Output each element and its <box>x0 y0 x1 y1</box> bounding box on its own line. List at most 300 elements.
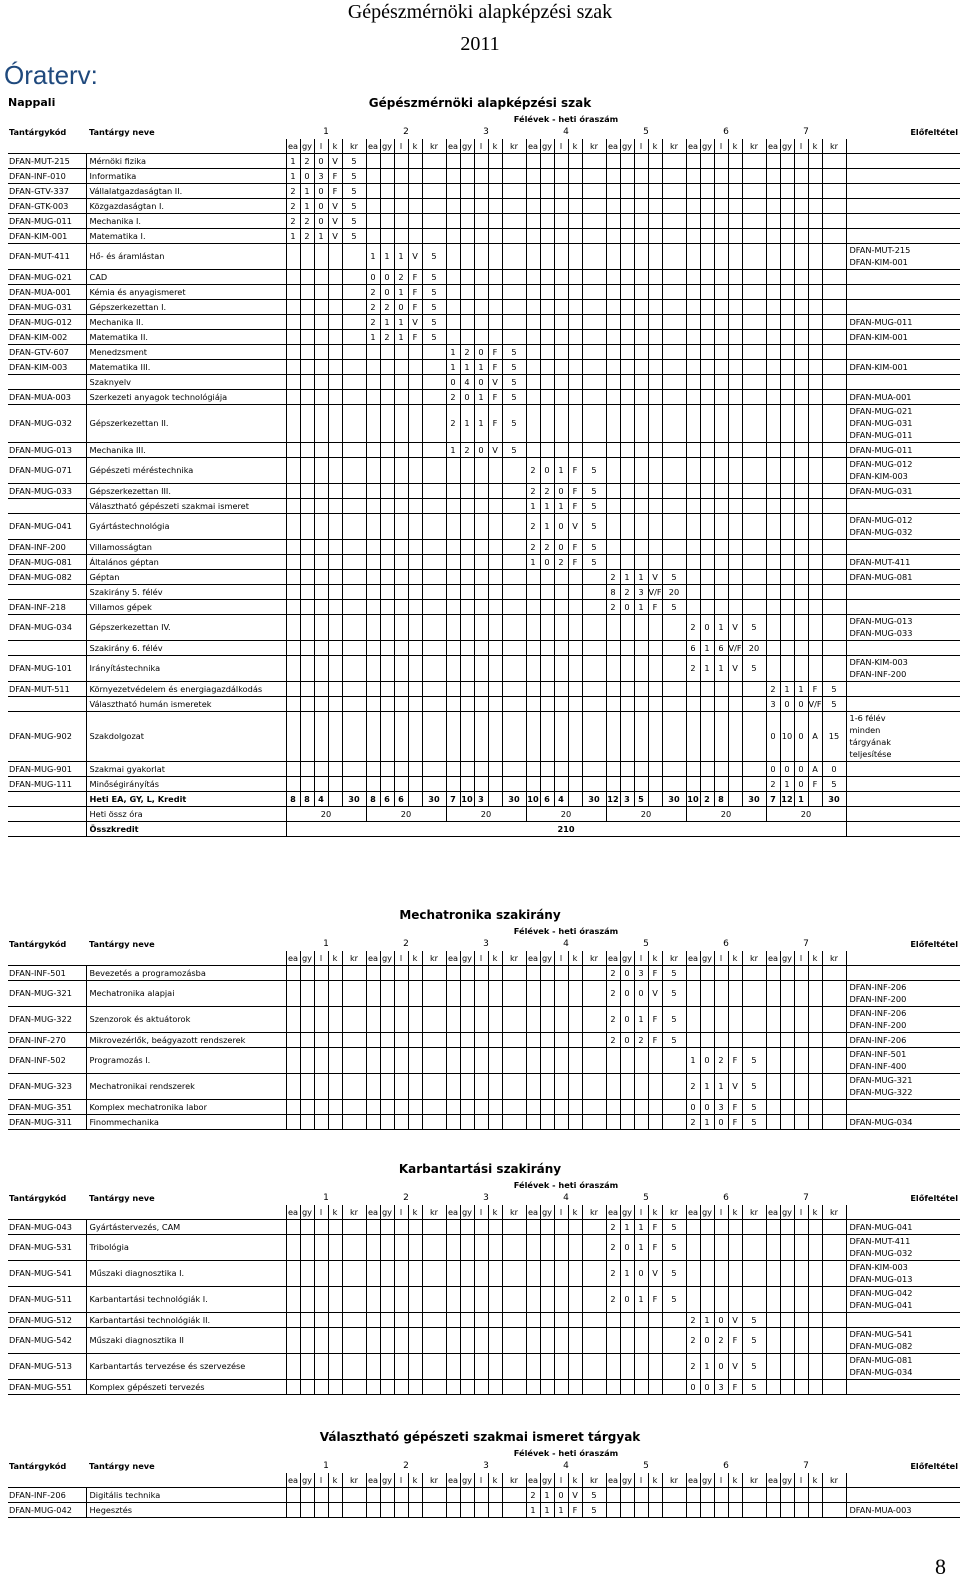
cell <box>286 980 300 1006</box>
hour-value: 1 <box>394 329 408 344</box>
table-row <box>8 1487 960 1502</box>
total-value: 8 <box>366 791 380 806</box>
cell <box>822 1047 846 1073</box>
cell <box>526 1286 540 1312</box>
cell <box>380 344 394 359</box>
hour-value: 1 <box>554 457 568 483</box>
cell <box>488 1099 502 1114</box>
sub-header: kr <box>822 1473 846 1487</box>
hour-value: 1 <box>540 513 554 539</box>
cell <box>686 569 700 584</box>
course-code: DFAN-INF-010 <box>8 168 86 183</box>
cell <box>328 498 342 513</box>
cell <box>620 374 634 389</box>
cell <box>488 1327 502 1353</box>
cell <box>634 513 648 539</box>
cell <box>526 344 540 359</box>
cell <box>554 183 568 198</box>
course-name: Géptan <box>86 569 286 584</box>
cell <box>488 761 502 776</box>
cell <box>342 1032 366 1047</box>
prereq-cell <box>846 1219 960 1234</box>
cell <box>526 1047 540 1073</box>
cell <box>8 806 86 821</box>
cell <box>808 1353 822 1379</box>
cell <box>488 1073 502 1099</box>
cell <box>460 243 474 269</box>
cell <box>808 1047 822 1073</box>
cell <box>620 153 634 168</box>
cell <box>380 539 394 554</box>
cell <box>460 696 474 711</box>
cell <box>554 314 568 329</box>
cell <box>554 640 568 655</box>
course-code: DFAN-MUG-041 <box>8 513 86 539</box>
semester-number: 3 <box>483 1461 489 1471</box>
cell <box>700 329 714 344</box>
cell <box>460 539 474 554</box>
cell <box>728 554 742 569</box>
hour-value: 1 <box>380 243 394 269</box>
hour-value: 5 <box>822 696 846 711</box>
cell <box>526 442 540 457</box>
sub-header: gy <box>380 1473 394 1487</box>
sub-header: k <box>568 951 582 965</box>
cell <box>794 269 808 284</box>
cell <box>394 1379 408 1394</box>
cell <box>568 404 582 442</box>
cell <box>394 1312 408 1327</box>
hour-value: 1 <box>474 389 488 404</box>
course-name: Szakmai gyakorlat <box>86 761 286 776</box>
sub-header: ea <box>686 1205 700 1219</box>
cell <box>582 569 606 584</box>
hour-value: 1 <box>700 1073 714 1099</box>
sub-header: l <box>394 951 408 965</box>
hour-value: 0 <box>794 696 808 711</box>
hour-value: 5 <box>502 374 526 389</box>
prereq-cell <box>846 965 960 980</box>
cell <box>86 112 286 125</box>
cell <box>662 183 686 198</box>
prereq-cell <box>846 776 960 791</box>
cell <box>342 498 366 513</box>
cell <box>714 1487 728 1502</box>
hour-value: V <box>488 374 502 389</box>
cell <box>488 284 502 299</box>
cell <box>394 1502 408 1517</box>
cell <box>662 153 686 168</box>
hour-value: F <box>568 457 582 483</box>
hour-value: 5 <box>582 1502 606 1517</box>
hour-value: 0 <box>314 198 328 213</box>
total-value <box>568 791 582 806</box>
cell <box>422 640 446 655</box>
table-row <box>8 374 960 389</box>
cell <box>822 1006 846 1032</box>
cell <box>314 554 328 569</box>
cell <box>342 711 366 761</box>
cell <box>422 457 446 483</box>
cell <box>446 614 460 640</box>
cell <box>728 442 742 457</box>
total-value: 7 <box>446 791 460 806</box>
cell <box>502 539 526 554</box>
hour-value: 2 <box>714 1047 728 1073</box>
cell <box>554 153 568 168</box>
cell <box>474 1073 488 1099</box>
hour-value: F <box>648 599 662 614</box>
cell <box>474 153 488 168</box>
hour-value: 1 <box>714 655 728 681</box>
sub-header: l <box>714 1473 728 1487</box>
cell <box>606 314 620 329</box>
hour-value: 2 <box>526 483 540 498</box>
cell <box>714 344 728 359</box>
cell <box>474 584 488 599</box>
total-value <box>648 791 662 806</box>
cell <box>742 183 766 198</box>
section-title: Karbantartási szakirány <box>398 1162 562 1176</box>
cell <box>408 442 422 457</box>
cell <box>686 344 700 359</box>
cell <box>808 168 822 183</box>
course-code: DFAN-MUG-901 <box>8 761 86 776</box>
cell <box>86 1178 286 1191</box>
cell <box>300 1047 314 1073</box>
cell <box>342 1327 366 1353</box>
cell <box>606 498 620 513</box>
hour-value: 5 <box>422 243 446 269</box>
cell <box>314 569 328 584</box>
cell <box>408 374 422 389</box>
cell <box>408 183 422 198</box>
cell <box>620 344 634 359</box>
cell <box>822 569 846 584</box>
cell <box>314 442 328 457</box>
cell <box>488 213 502 228</box>
cell <box>286 776 300 791</box>
cell <box>620 243 634 269</box>
semester-number: 7 <box>803 939 809 949</box>
cell <box>582 681 606 696</box>
hour-value: F <box>648 1006 662 1032</box>
course-code: DFAN-MUG-551 <box>8 1379 86 1394</box>
hour-value: F <box>728 1379 742 1394</box>
course-code: DFAN-MUA-001 <box>8 284 86 299</box>
hour-value: 1 <box>300 198 314 213</box>
course-code: DFAN-KIM-001 <box>8 228 86 243</box>
weekly-hours-value: 20 <box>286 806 366 821</box>
cell <box>408 513 422 539</box>
sub-header: ea <box>526 951 540 965</box>
cell <box>582 168 606 183</box>
total-value: 10 <box>460 791 474 806</box>
cell <box>554 965 568 980</box>
cell <box>766 389 780 404</box>
cell <box>366 1219 380 1234</box>
cell <box>620 299 634 314</box>
prereq-cell <box>846 614 960 640</box>
cell <box>286 457 300 483</box>
hour-value: 1 <box>526 1502 540 1517</box>
cell <box>794 359 808 374</box>
cell <box>822 314 846 329</box>
cell <box>380 404 394 442</box>
cell <box>714 1502 728 1517</box>
cell <box>662 389 686 404</box>
cell <box>366 980 380 1006</box>
semester-number: 6 <box>723 127 729 137</box>
hour-value: 0 <box>620 1032 634 1047</box>
hour-value: 2 <box>606 1234 620 1260</box>
cell <box>8 1178 86 1191</box>
cell <box>380 1073 394 1099</box>
cell <box>342 1099 366 1114</box>
cell <box>8 1205 86 1219</box>
cell <box>568 269 582 284</box>
cell <box>728 374 742 389</box>
cell <box>540 269 554 284</box>
cell <box>794 168 808 183</box>
cell <box>554 1073 568 1099</box>
cell <box>648 284 662 299</box>
cell <box>366 1353 380 1379</box>
sub-header: gy <box>700 1473 714 1487</box>
cell <box>488 655 502 681</box>
cell <box>766 554 780 569</box>
cell <box>394 1260 408 1286</box>
total-value: 8 <box>300 791 314 806</box>
sub-header: ea <box>526 1205 540 1219</box>
sub-header: l <box>794 139 808 153</box>
cell <box>700 761 714 776</box>
cell <box>808 314 822 329</box>
sub-header: kr <box>742 951 766 965</box>
sub-header: l <box>714 139 728 153</box>
cell <box>554 980 568 1006</box>
cell <box>606 776 620 791</box>
cell <box>286 314 300 329</box>
cell <box>780 168 794 183</box>
cell <box>488 696 502 711</box>
cell <box>526 965 540 980</box>
cell <box>526 1099 540 1114</box>
hour-value: 0 <box>554 483 568 498</box>
cell <box>86 924 286 937</box>
cell <box>342 1312 366 1327</box>
cell <box>780 359 794 374</box>
cell <box>422 1286 446 1312</box>
course-name: Mikrovezérlők, beágyazott rendszerek <box>86 1032 286 1047</box>
cell <box>582 269 606 284</box>
cell <box>366 198 380 213</box>
cell <box>728 213 742 228</box>
cell <box>460 980 474 1006</box>
cell <box>794 655 808 681</box>
cell <box>846 951 960 965</box>
cell <box>742 269 766 284</box>
cell <box>822 228 846 243</box>
prereq-cell <box>846 1099 960 1114</box>
sub-header: k <box>648 1205 662 1219</box>
sub-header: k <box>568 139 582 153</box>
prereq-item: DFAN-KIM-003 <box>849 471 908 481</box>
cell <box>502 1353 526 1379</box>
hour-value: 2 <box>606 965 620 980</box>
cell <box>846 1178 960 1191</box>
cell <box>286 483 300 498</box>
cell <box>502 198 526 213</box>
hour-value: 5 <box>422 284 446 299</box>
cell <box>714 314 728 329</box>
sub-header: l <box>394 1205 408 1219</box>
cell <box>568 374 582 389</box>
cell <box>714 168 728 183</box>
hour-value: 0 <box>620 1286 634 1312</box>
cell <box>328 599 342 614</box>
cell <box>714 213 728 228</box>
cell <box>342 614 366 640</box>
cell <box>648 442 662 457</box>
cell <box>328 243 342 269</box>
cell <box>780 284 794 299</box>
cell <box>794 1032 808 1047</box>
hour-value: 1 <box>474 404 488 442</box>
cell <box>408 483 422 498</box>
cell <box>342 269 366 284</box>
table-row <box>8 1006 960 1032</box>
cell <box>700 299 714 314</box>
cell <box>540 1260 554 1286</box>
cell <box>86 1205 286 1219</box>
cell <box>422 1099 446 1114</box>
cell <box>366 498 380 513</box>
cell <box>314 681 328 696</box>
cell <box>780 389 794 404</box>
cell <box>582 359 606 374</box>
course-name: Komplex mechatronika labor <box>86 1099 286 1114</box>
cell <box>780 1073 794 1099</box>
cell <box>554 1032 568 1047</box>
prereq-item: DFAN-KIM-001 <box>849 331 908 342</box>
sub-header: ea <box>446 1473 460 1487</box>
hour-value: 1 <box>634 599 648 614</box>
cell <box>488 1006 502 1032</box>
cell <box>394 1114 408 1129</box>
cell <box>568 711 582 761</box>
cell <box>794 513 808 539</box>
cell <box>502 681 526 696</box>
cell <box>780 404 794 442</box>
cell <box>822 359 846 374</box>
cell <box>342 539 366 554</box>
cell <box>554 374 568 389</box>
cell <box>742 569 766 584</box>
cell <box>328 1006 342 1032</box>
cell <box>526 228 540 243</box>
hour-value: 2 <box>766 776 780 791</box>
prereq-item: DFAN-INF-200 <box>849 994 907 1004</box>
cell <box>554 599 568 614</box>
cell <box>648 344 662 359</box>
cell <box>808 404 822 442</box>
cell <box>300 389 314 404</box>
table-row <box>8 1286 960 1312</box>
cell <box>808 284 822 299</box>
sub-header: gy <box>460 951 474 965</box>
cell <box>808 599 822 614</box>
cell <box>780 1234 794 1260</box>
cell <box>554 681 568 696</box>
cell <box>662 1487 686 1502</box>
hour-value: 5 <box>662 1032 686 1047</box>
cell <box>766 284 780 299</box>
cell <box>606 442 620 457</box>
cell <box>686 457 700 483</box>
cell <box>808 329 822 344</box>
cell <box>526 1260 540 1286</box>
hour-value: V <box>728 614 742 640</box>
cell <box>780 299 794 314</box>
cell <box>794 1234 808 1260</box>
semesters-title: Félévek - heti óraszám <box>513 925 619 936</box>
cell <box>380 213 394 228</box>
cell <box>540 329 554 344</box>
cell <box>794 980 808 1006</box>
cell <box>460 284 474 299</box>
prereq-item: DFAN-MUG-011 <box>849 430 913 440</box>
weekly-hours-value: 20 <box>686 806 766 821</box>
cell <box>742 243 766 269</box>
cell <box>634 168 648 183</box>
cell <box>286 655 300 681</box>
sub-header: ea <box>766 139 780 153</box>
cell <box>422 344 446 359</box>
hour-value: 0 <box>620 965 634 980</box>
cell <box>648 614 662 640</box>
cell <box>742 344 766 359</box>
cell <box>794 457 808 483</box>
hour-value: V <box>328 198 342 213</box>
cell <box>780 1353 794 1379</box>
cell <box>526 404 540 442</box>
cell <box>766 498 780 513</box>
cell <box>394 569 408 584</box>
cell <box>540 599 554 614</box>
cell <box>808 1073 822 1099</box>
cell <box>554 569 568 584</box>
cell <box>314 483 328 498</box>
cell <box>634 1327 648 1353</box>
cell <box>728 569 742 584</box>
cell <box>380 1234 394 1260</box>
cell <box>366 1047 380 1073</box>
cell <box>662 269 686 284</box>
cell <box>342 513 366 539</box>
cell <box>300 776 314 791</box>
cell <box>780 1312 794 1327</box>
cell <box>446 569 460 584</box>
cell <box>380 711 394 761</box>
cell <box>634 539 648 554</box>
cell <box>822 243 846 269</box>
cell <box>474 1260 488 1286</box>
cell <box>648 498 662 513</box>
cell <box>300 1379 314 1394</box>
cell <box>446 1073 460 1099</box>
cell <box>808 299 822 314</box>
